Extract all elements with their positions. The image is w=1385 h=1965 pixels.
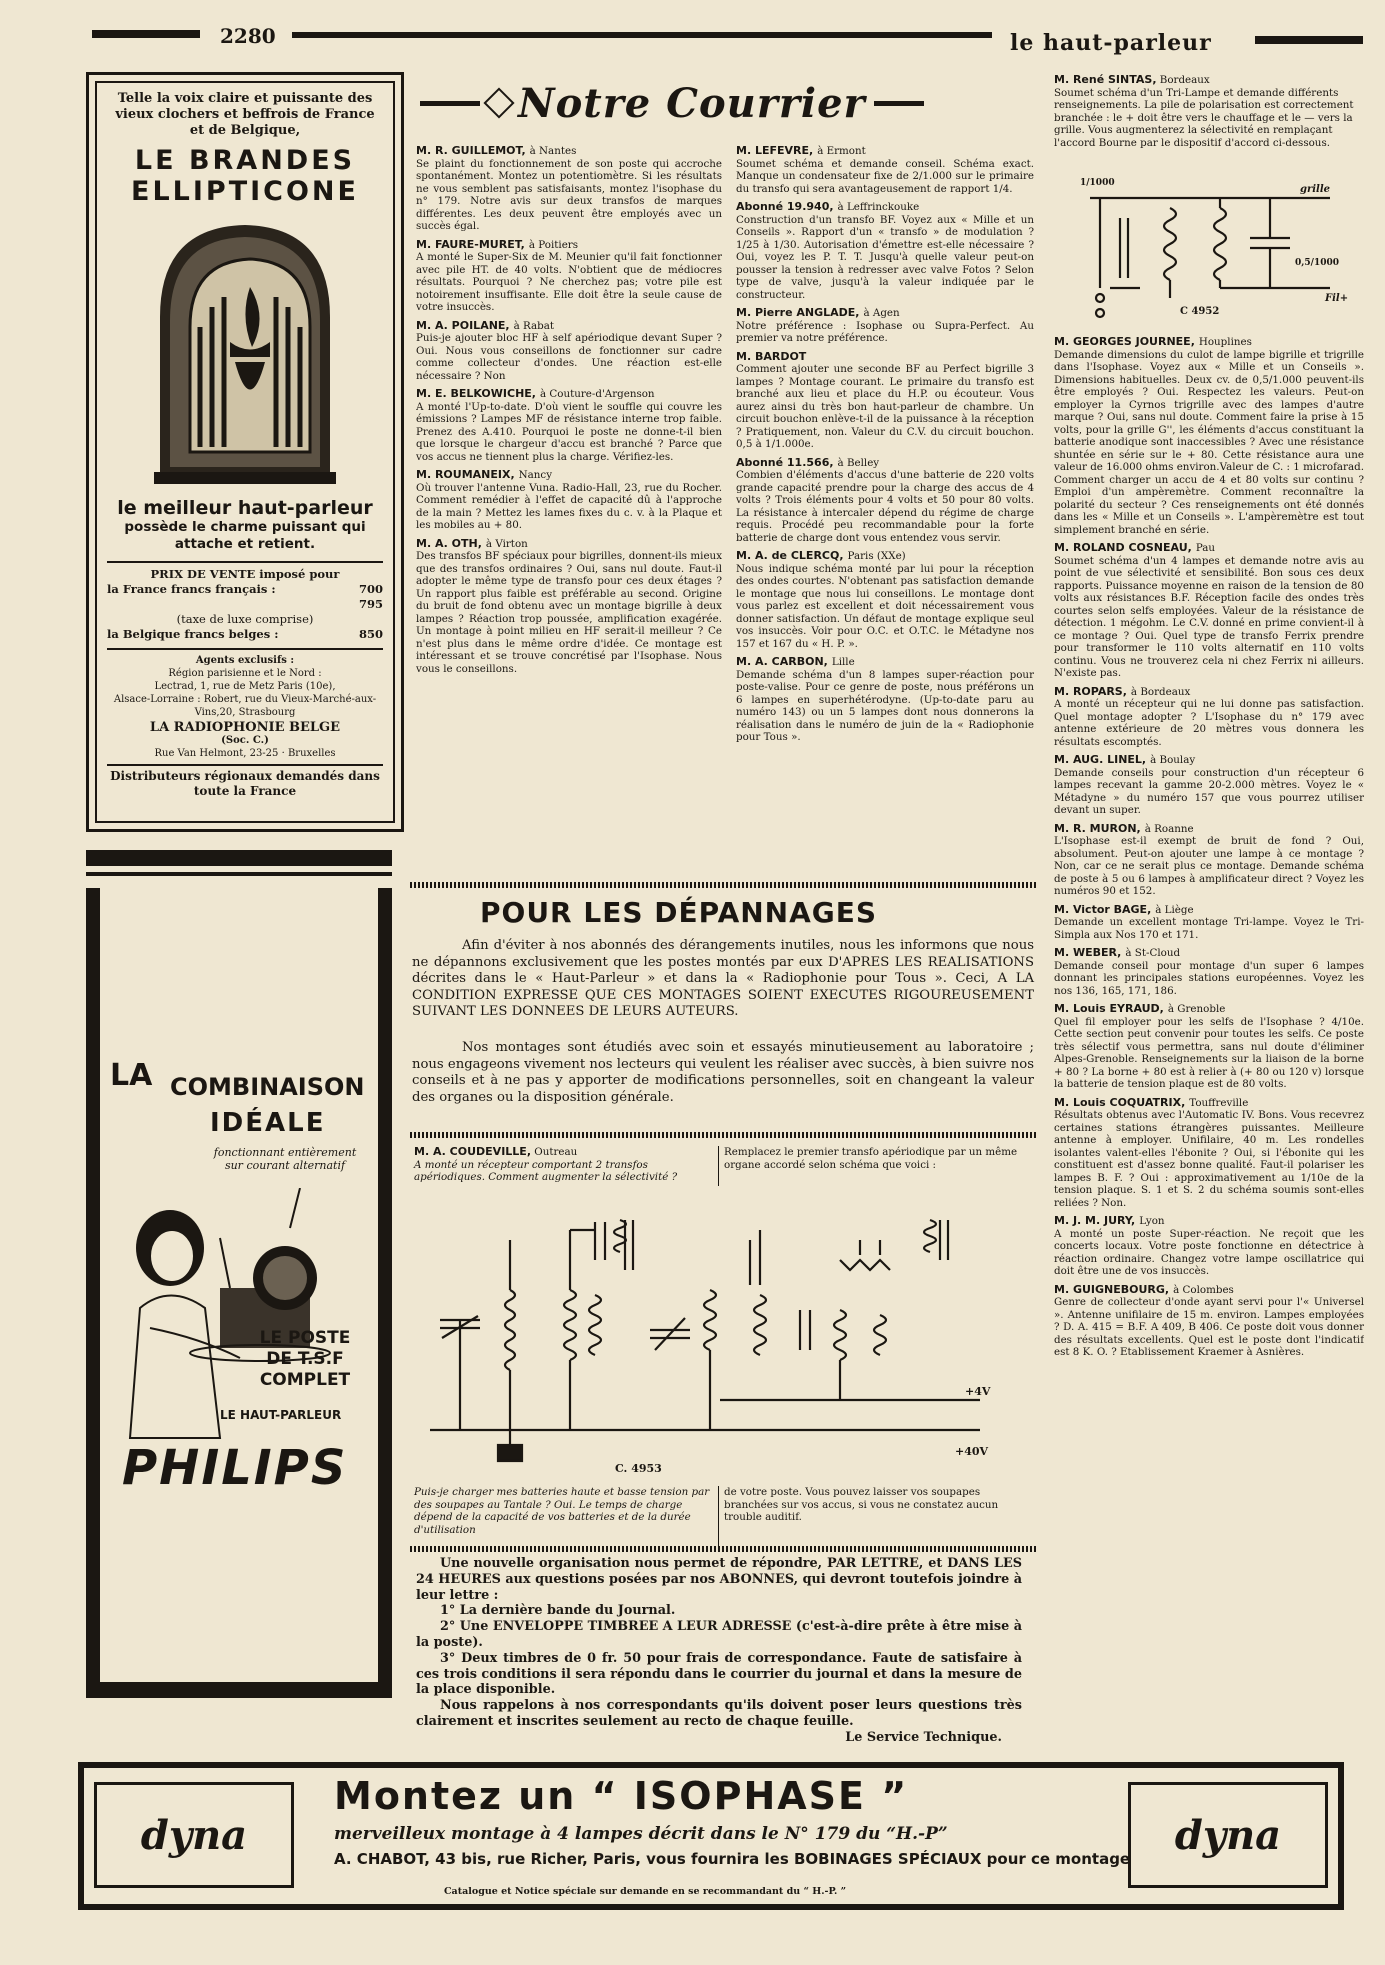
depannages-dash-top [410, 882, 1038, 888]
letter-entry [736, 201, 1034, 301]
correspondent-place: Lyon [1139, 1215, 1165, 1227]
letter-text: Demande dimensions du culot de lampe bigrille et trigrille dans l'Isophase. Voyez aux « Mille et un Conseils ». Dimensions habituelles. Deux cv. de 0,5/1.000 peuvent-ils être employés ? Oui. Respectez les valeurs. Peut-on employer la Cyrnos trigrille avec des lampes d'autre marque ? Oui, sans nul doute. Comment faire la prise à 15 volts, pour la grille G'', les éléments d'accus constituant la batterie anodique sont inaccessibles ? Avec une résistance shuntée en série sur le + 80. Cette résistance aura une valeur de 16.000 ohms environ.Valeur de C. : 1 microfarad. Comment charger un accu de 4 et 80 volts sur continu ? Emploi d'un ampèremètre. Comment reconnaître la polarité du secteur ? Ces renseignements ont été donnés dans les « Mille et un Conseils ». L'ampèremètre est tout simplement branché en série. [1054, 348, 1364, 536]
coudeville-q2: Puis-je charger mes batteries haute et basse tension par des soupapes au Tantale ? Oui. Le temps de charge dépend de la capacité de vos batteries et de la durée d'utilisation [414, 1486, 710, 1536]
header-rule-right [1255, 36, 1363, 44]
company-name: LA RADIOPHONIE BELGE [149, 720, 341, 735]
letter-text: Demande schéma d'un 8 lampes super-réaction pour poste-valise. Pour ce genre de poste, nous préférons un 6 lampes en superhétérodyne. (Up-to-date paru au numéro 143) ou un 5 lampes dont nous donnerons la réalisation dans le numéro de juin de la « Radiophonie pour Tous ». [736, 668, 1034, 743]
dyna-logo-left [94, 1782, 294, 1888]
agents-title: Agents exclusifs : [195, 655, 295, 666]
correspondent-place: Nancy [518, 469, 553, 481]
courrier-col-2 [736, 145, 1034, 870]
speaker-illustration [140, 217, 350, 487]
letter-entry [1054, 336, 1364, 536]
fig-label-1000: 1/1000 [1080, 178, 1115, 188]
ad-philips-la: LA [110, 1058, 153, 1093]
courrier-col-1 [416, 145, 722, 870]
correspondent-name: M. ROPARS, [1054, 684, 1127, 698]
letter-text: A monté l'Up-to-date. D'où vient le souffle qui couvre les émissions ? Lampes MF de résistance interne trop faible. Prenez des A.410. Pourquoi le poste ne donne-t-il bien que lorsque le chargeur d'accu est branché ? Parce que vos accus ne tiennent plus la charge. Vérifiez-les. [416, 400, 722, 463]
correspondent-name: M. GEORGES JOURNEE, [1054, 336, 1195, 348]
ad-brandes [86, 72, 404, 832]
ad-philips-poste-3: COMPLET [259, 1370, 351, 1390]
letter-entry [736, 550, 1034, 650]
coudeville-place: Outreau [534, 1146, 578, 1158]
letter-text: A monté le Super-Six de M. Meunier qu'il fait fonctionner avec pile HT. de 40 volts. N'obtient que de médiocres résultats. Pourquoi ? Ne cherchez pas; votre pile est notoirement insuffisante. Elle doit être la seule cause de votre insuccès. [416, 251, 722, 313]
diagram-plus4: +4V [965, 1385, 991, 1398]
service-i3: 3° Deux timbres de 0 fr. 50 pour frais de correspondance. Faute de satisfaire à ces trois conditions il sera répondu dans le courrier du journal et dans la mesure de la place disponible. [416, 1650, 1022, 1698]
left-divider-2 [86, 872, 392, 876]
correspondent-place: à Couture-d'Argenson [539, 388, 655, 400]
correspondent-name: M. A. de CLERCQ, [736, 549, 844, 562]
ad-brandes-intro: Telle la voix claire et puissante des vieux clochers et beffrois de France et de Belgique, [115, 91, 375, 138]
correspondent-name: M. Louis EYRAUD, [1054, 1002, 1164, 1015]
price-belgium-label: la Belgique francs belges : [107, 627, 279, 641]
price-title: PRIX DE VENTE imposé pour [150, 567, 340, 581]
correspondent-place: Houplines [1198, 336, 1252, 348]
letter-entry [1054, 542, 1364, 680]
courrier-header [420, 78, 1032, 128]
correspondent-place: à Bordeaux [1130, 685, 1191, 698]
correspondent-name: M. J. M. JURY, [1054, 1214, 1136, 1227]
letter-entry [416, 145, 722, 233]
coudeville-question [414, 1146, 714, 1184]
sintas-name: M. René SINTAS, [1054, 73, 1157, 86]
correspondent-place: à Belley [837, 456, 880, 469]
correspondent-name: M. FAURE-MURET, [416, 237, 525, 251]
header-rule-left [92, 30, 200, 38]
service-p2: Nous rappelons à nos correspondants qu'ils doivent poser leurs questions très clairement et inscrites seulement au recto de chaque feuille. [416, 1698, 1022, 1729]
sintas-entry [1054, 74, 1364, 149]
price-france-label: la France francs français : [107, 582, 276, 596]
courrier-rule-left [420, 101, 480, 106]
letter-entry [1054, 1003, 1364, 1091]
agents-1: Région parisienne et le Nord : [168, 668, 322, 679]
correspondent-place: à Roanne [1144, 822, 1194, 835]
ad-isophase [78, 1762, 1344, 1910]
coudeville-q: A monté un récepteur comportant 2 transfos apériodiques. Comment augmenter la sélectivité ? [414, 1158, 678, 1183]
correspondent-name: Abonné 11.566, [736, 455, 834, 469]
letter-text: Quel fil employer pour les selfs de l'Isophase ? 4/10e. Cette section peut convenir pour toutes les selfs. Ce poste très sélectif vous permettra, sans nul doute d'éliminer Alpes-Grenoble. Renseignements sur la liaison de la borne + 80 ? La borne + 80 est à relier à (+ 80 ou 120 v) lorsque la batterie de tension plaque est de 80 volts. [1054, 1015, 1364, 1090]
fig-label-05: 0,5/1000 [1295, 258, 1339, 268]
journal-title: le haut-parleur [1010, 30, 1212, 56]
correspondent-name: M. A. POILANE, [416, 318, 510, 332]
correspondent-place: à Boulay [1150, 754, 1196, 766]
depannages-p1: Afin d'éviter à nos abonnés des dérangements inutiles, nous les informons que nous ne dépannons exclusivement que les postes montés par eux D'APRES LES REALISATIONS décrites dans le « Haut-Parleur » et dans la « Radiophonie pour Tous ». Ceci, A LA CONDITION EXPRESSE QUE CES MONTAGES SOIENT EXECUTES RIGOUREUSEMENT SUIVANT LES DONNEES DE LEURS AUTEURS. [412, 938, 1034, 1019]
correspondent-place: à Agen [863, 307, 900, 319]
correspondent-place: Paris (XXe) [847, 550, 906, 562]
ad-philips-brand: PHILIPS [122, 1440, 348, 1496]
letter-entry [736, 457, 1034, 545]
correspondent-name: M. ROUMANEIX, [416, 468, 515, 481]
correspondent-name: M. AUG. LINEL, [1054, 753, 1147, 766]
letter-text: Résultats obtenus avec l'Automatic IV. Bons. Vous recevrez certaines stations étrangères puissantes. Meilleure antenne à employer. Unifilaire, 40 m. Les rondelles isolantes valent-elles l'ébonite ? Oui, si l'ébonite qui les constituent est d'assez bonne qualité. Faut-il polariser les lampes B. F. ? Oui : approximativement au 1/10e de la tension plaque. S. 1 et S. 2 du schéma soumis sont-elles reliées ? Non. [1054, 1109, 1364, 1209]
diagram-plus40: +40V [955, 1445, 989, 1458]
correspondent-place: à Ermont [817, 145, 866, 157]
ad-philips-poste-2: DE T.S.F [266, 1349, 344, 1369]
circuit-diagram-4953 [420, 1200, 1020, 1480]
correspondent-place: à Rabat [513, 319, 555, 332]
left-divider-1 [86, 850, 392, 866]
letter-entry [736, 145, 1034, 195]
company-sub: (Soc. C.) [221, 735, 269, 746]
depannages-p2: Nos montages sont étudiés avec soin et essayés minutieusement au laboratoire ; nous engageons vivement nos lecteurs qui veulent les réaliser avec succès, à bien suivre nos conseils et à ne pas y apporter de modifications personnelles, soit en changeant la valeur des organes ou la disposition générale. [412, 1040, 1034, 1105]
letter-text: A monté un récepteur qui ne lui donne pas satisfaction. Quel montage adopter ? L'Isophase du n° 179 avec antenne extérieure de 20 mètres vous donnera les résultats escomptés. [1054, 698, 1364, 748]
coudeville-divider-2 [718, 1486, 719, 1546]
fig-label-fil: Fil+ [1325, 293, 1349, 304]
letter-entry [416, 469, 722, 532]
letter-entry [736, 656, 1034, 744]
letter-text: Soumet schéma et demande conseil. Schéma exact. Manque un condensateur fixe de 2/1.000 sur le primaire du transfo qui sera avantageusement de rapport 1/4. [736, 157, 1034, 195]
ad-brandes-model: ELLIPTICONE [131, 176, 359, 207]
correspondent-name: Abonné 19.940, [736, 200, 834, 213]
ad-philips-combinaison: COMBINAISON [170, 1073, 365, 1101]
ad-brandes-slogan-1: le meilleur haut-parleur [117, 497, 373, 519]
correspondent-name: M. GUIGNEBOURG, [1054, 1282, 1170, 1296]
coudeville-name: M. A. COUDEVILLE, [414, 1145, 531, 1158]
correspondent-place: à St-Cloud [1125, 947, 1181, 959]
sintas-place: Bordeaux [1159, 74, 1210, 86]
letter-text: Genre de collecteur d'onde ayant servi pour l'« Universel ». Antenne unifilaire de 15 m. environ. Lampes employées ? D. A. 415 = B.F. A 409, B 406. Ce poste doit vous donner des résultats excellents. Quel est le poste dont l'indicatif est 8 K. O. ? Etablissement Kraemer à Asnières. [1054, 1296, 1364, 1358]
ad-brandes-brand: LE BRANDES [134, 145, 356, 176]
letter-text: Se plaint du fonctionnement de son poste qui accroche spontanément. Montez un potentiomètre. Si les résultats ne vous semblent pas satisfaisants, montez l'isophase du n° 179. Notre avis sur deux transfos de marques différentes. Les deux peuvent être employés avec un succès égal. [416, 157, 722, 232]
dyna-logo-left-text: dyna [140, 1811, 248, 1859]
diamond-icon [483, 87, 514, 118]
letter-text: Nous indique schéma monté par lui pour la réception des ondes courtes. N'obtenant pas satisfaction demande le montage que nous lui conseillons. Le montage dont vous parlez est excellent et doit nécessairement vous donner satisfaction. Un défaut de montage explique seul vos insuccès. Voir pour O.C. et O.T.C. le Métadyne nos 157 et 167 du « H. P. ». [736, 562, 1034, 650]
ad-philips-hp: LE HAUT-PARLEUR [220, 1408, 342, 1422]
letter-text: Demande conseils pour construction d'un récepteur 6 lampes recevant la gamme 20-2.000 mètres. Voyez le « Métadyne » du numéro 157 que vous pourrez utiliser devant un super. [1054, 766, 1364, 816]
correspondent-name: M. Victor BAGE, [1054, 902, 1152, 916]
letter-text: Puis-je ajouter bloc HF à self apériodique devant Super ? Oui. Nous vous conseillons de fonctionner sur cadre comme collecteur d'ondes. Une réaction est-elle nécessaire ? Non [416, 332, 722, 382]
correspondent-place: à Leffrinckouke [837, 201, 920, 213]
letter-entry [1054, 754, 1364, 817]
page-number: 2280 [220, 24, 276, 48]
right-col-entries [1054, 336, 1364, 1756]
letter-text: Où trouver l'antenne Vuna. Radio-Hall, 23, rue du Rocher. Comment remédier à l'effet de capacité dû à l'approche de la main ? Mettez les lames fixes du c. v. à la Plaque et les mobiles au + 80. [416, 481, 722, 531]
coudeville-a2: de votre poste. Vous pouvez laisser vos soupapes branchées sur vos accus, si vous ne constatez aucun trouble auditif. [724, 1486, 999, 1523]
price-france-2: 795 [358, 597, 383, 611]
isophase-sub: merveilleux montage à 4 lampes décrit dans le N° 179 du “H.-P” [334, 1824, 948, 1844]
ad-philips [86, 888, 392, 1698]
correspondent-place: à Colombes [1173, 1283, 1234, 1296]
correspondent-name: M. ROLAND COSNEAU, [1054, 541, 1192, 554]
dyna-logo-right-text: dyna [1174, 1811, 1282, 1859]
letter-entry [416, 388, 722, 463]
letter-text: Soumet schéma d'un 4 lampes et demande notre avis au point de vue sélectivité et sensibilité. Bon sous ces deux rapports. Puissance moyenne en raison de la tension de 80 volts aux résistances B.F. Réception facile des ondes très courtes selon selfs employées. Valeur de la résistance de détection. 1 mégohm. Le C.V. donné en prime convient-il à ce montage ? Oui. Quel type de transfo Ferrix prendre pour transformer le 110 volts alternatif en 110 volts continu. Vous ne trouverez cela ni chez Ferrix ni ailleurs. N'existe pas. [1054, 554, 1364, 679]
isophase-title: Montez un “ ISOPHASE ” [334, 1774, 909, 1818]
letter-text: Demande un excellent montage Tri-lampe. Voyez le Tri-Simpla aux Nos 170 et 171. [1054, 916, 1364, 941]
letter-entry [1054, 823, 1364, 898]
letter-entry [416, 320, 722, 383]
letter-entry [416, 538, 722, 676]
circuit-diagram-4952 [1070, 178, 1360, 328]
letter-entry [1054, 904, 1364, 942]
service-dash [410, 1546, 1038, 1552]
coudeville-divider [718, 1146, 719, 1186]
letter-text: Demande conseil pour montage d'un super 6 lampes donnant les principales stations européennes. Voyez les nos 136, 165, 171, 186. [1054, 959, 1364, 997]
letter-entry [1054, 1284, 1364, 1359]
letter-entry [736, 307, 1034, 345]
correspondent-name: M. A. CARBON, [736, 655, 828, 668]
correspondent-place: à Liège [1155, 903, 1194, 916]
depannages-title: POUR LES DÉPANNAGES [480, 896, 878, 929]
correspondent-place: Pau [1195, 542, 1216, 554]
dyna-logo-right [1128, 1782, 1328, 1888]
correspondent-name: M. Pierre ANGLADE, [736, 306, 860, 319]
correspondent-place: Touffreville [1189, 1096, 1249, 1109]
courrier-title: Notre Courrier [518, 79, 866, 127]
letter-text: Combien d'éléments d'accus d'une batterie de 220 volts grande capacité prendre pour la charge des accus de 4 volts ? Trois éléments pour 4 volts et 50 pour 80 volts. La résistance à intercaler dépend du régime de charge requis. Procédé peu recommandable pour la forte batterie de charge dont vous entendez vous servir. [736, 469, 1034, 544]
correspondent-name: M. LEFEVRE, [736, 145, 814, 157]
distributors: Distributeurs régionaux demandés dans toute la France [107, 764, 383, 799]
letter-entry [416, 239, 722, 314]
letter-entry [1054, 1215, 1364, 1278]
ad-brandes-slogan-2: possède le charme puissant qui attache et retient. [124, 519, 366, 552]
letter-text: L'Isophase est-il exempt de bruit de fond ? Oui, absolument. Peut-on ajouter une lampe à ce montage ? Non, car ce ne serait plus ce montage. Demande schéma de poste à 5 ou 6 lampes à amplificateur direct ? Voyez les numéros 90 et 152. [1054, 835, 1364, 897]
letter-entry [1054, 947, 1364, 997]
isophase-foot: Catalogue et Notice spéciale sur demande en se recommandant du “ H.-P. ” [444, 1886, 847, 1897]
fig-label-c: C 4952 [1180, 306, 1220, 317]
correspondent-name: M. E. BELKOWICHE, [416, 387, 536, 400]
sintas-text: Soumet schéma d'un Tri-Lampe et demande différents renseignements. La pile de polarisation est correctement branchée : le + doit être vers le chauffage et le — vers la grille. Vous augmenterez la sélectivité en remplaçant l'accord Bourne par le dispositif d'accord ci-dessous. [1054, 86, 1354, 149]
letter-entry [1054, 686, 1364, 749]
price-tax: (taxe de luxe comprise) [176, 612, 314, 626]
agents-2: Lectrad, 1, rue de Metz Paris (10e), [154, 681, 336, 692]
correspondent-name: M. R. GUILLEMOT, [416, 145, 526, 157]
letter-text: Comment ajouter une seconde BF au Perfect bigrille 3 lampes ? Montage courant. Le primaire du transfo est branché aux lieu et place du H.P. ou écouteur. Vous aurez ainsi du très bon haut-parleur de chambre. Un circuit bouchon enlève-t-il de la puissance à la réception ? Pratiquement, non. Valeur du C.V. du circuit bouchon. 0,5 à 1/1.000e. [736, 363, 1034, 450]
ad-philips-sub: fonctionnant entièrement sur courant alternatif [213, 1146, 357, 1172]
letter-text: Construction d'un transfo BF. Voyez aux « Mille et un Conseils ». Rapport d'un « transfo » de modulation ? 1/25 à 1/30. Autorisation d'émettre est-elle nécessaire ? Oui, voyez les P. T. T. Jusqu'à quelle valeur peut-on pousser la tension à redresser avec valve Fotos ? Selon type de valve, jusqu'à la valeur indiquée par le constructeur. [736, 213, 1034, 301]
letter-text: Des transfos BF spéciaux pour bigrilles, donnent-ils mieux que des transfos ordinaires ? Oui, sans nul doute. Faut-il adopter le même type de transfo pour ces deux étages ? Un rapport plus faible est préférable au second. Origine du bruit de fond obtenu avec un montage bigrille à deux lampes ? Réaction trop poussée, amplification exagérée. Un montage à point milieu en HF serait-il meilleur ? Ce n'est plus dans le même ordre d'idée. Ce montage est intéressant et se trouve concrétisé par l'Isophase. Nous vous le conseillons. [416, 550, 722, 675]
courrier-rule-right [874, 101, 924, 106]
diagram-fig-label: C. 4953 [615, 1462, 662, 1475]
price-france-1: 700 [358, 582, 383, 596]
service-notice [416, 1556, 1022, 1746]
service-i1: 1° La dernière bande du Journal. [440, 1603, 676, 1619]
service-p1: Une nouvelle organisation nous permet de répondre, PAR LETTRE, et DANS LES 24 HEURES aux questions posées par nos ABONNES, qui devront toutefois joindre à leur lettre : [416, 1556, 1022, 1603]
correspondent-place: Lille [831, 656, 855, 668]
correspondent-name: M. A. OTH, [416, 536, 482, 550]
depannages-dash-bottom [410, 1132, 1038, 1138]
ad-philips-ideale: IDÉALE [210, 1108, 326, 1138]
correspondent-place: à Nantes [529, 145, 577, 157]
price-belgium: 850 [358, 627, 383, 641]
letter-text: Notre préférence : Isophase ou Supra-Perfect. Au premier va notre préférence. [736, 319, 1034, 344]
correspondent-name: M. WEBER, [1054, 946, 1122, 959]
isophase-line: A. CHABOT, 43 bis, rue Richer, Paris, vous fournira les BOBINAGES SPÉCIAUX pour ce montage [334, 1850, 1131, 1868]
correspondent-name: M. R. MURON, [1054, 821, 1141, 835]
letter-entry [1054, 1097, 1364, 1210]
service-i2: 2° Une ENVELOPPE TIMBREE A LEUR ADRESSE (c'est-à-dire prête à être mise à la poste). [416, 1619, 1022, 1650]
correspondent-name: M. BARDOT [736, 349, 807, 363]
letter-entry [736, 351, 1034, 451]
agents-3: Alsace-Lorraine : Robert, rue du Vieux-Marché-aux-Vins,20, Strasbourg [113, 694, 377, 718]
correspondent-place: à Poitiers [528, 238, 578, 251]
letter-text: A monté un poste Super-réaction. Ne reçoit que les concerts locaux. Votre poste fonctionne en détectrice à réaction ordinaire. Changez votre lampe oscillatrice qui doit être une de vos insuccès. [1054, 1227, 1364, 1277]
correspondent-name: M. Louis COQUATRIX, [1054, 1095, 1186, 1109]
ad-philips-poste-1: LE POSTE [259, 1328, 351, 1348]
coudeville-answer: Remplacez le premier transfo apériodique par un même organe accordé selon schéma que voici : [724, 1146, 1018, 1171]
header-rule-mid [292, 32, 992, 38]
service-sign: Le Service Technique. [845, 1729, 1002, 1745]
correspondent-place: à Virton [485, 537, 528, 550]
company-address: Rue Van Helmont, 23-25 · Bruxelles [154, 748, 336, 759]
correspondent-place: à Grenoble [1167, 1003, 1226, 1015]
fig-label-grille: grille [1300, 184, 1331, 195]
